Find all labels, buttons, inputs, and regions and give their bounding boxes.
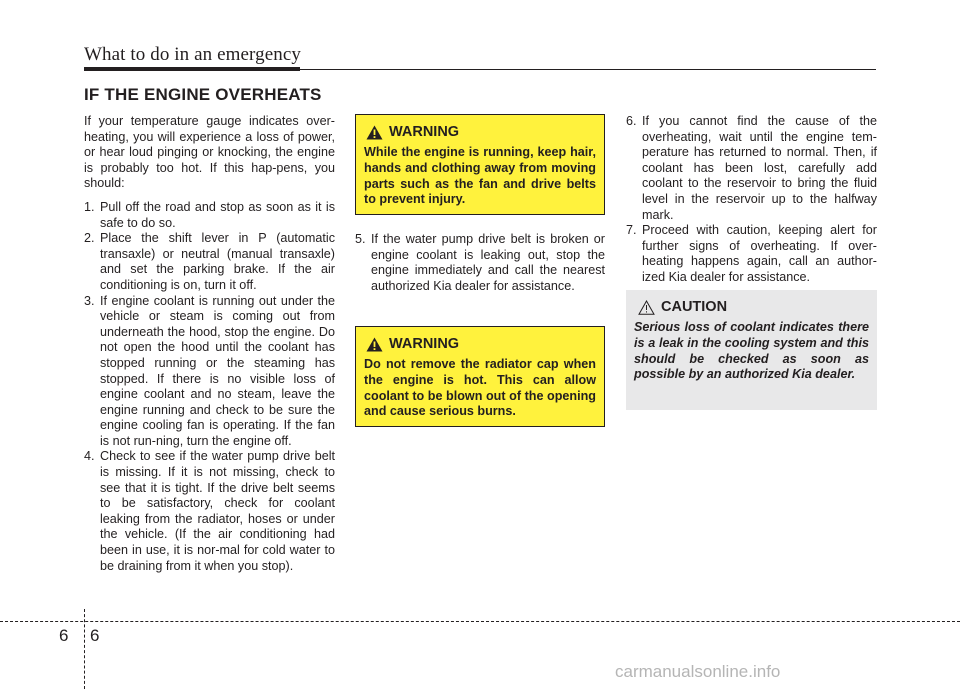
step-number: 1. xyxy=(84,199,95,214)
header-rule-thick xyxy=(84,67,300,71)
caution-box-coolant-loss xyxy=(626,290,877,410)
step-item xyxy=(84,449,335,574)
step-item xyxy=(355,232,605,294)
step-item xyxy=(626,114,877,223)
caution-title-text: CAUTION xyxy=(661,299,728,315)
step-list-2 xyxy=(355,232,605,294)
step-number: 4. xyxy=(84,449,95,464)
step-list-1 xyxy=(84,200,335,574)
column-middle xyxy=(355,232,605,294)
warning-title-text: WARNING xyxy=(389,336,460,352)
footer-dashed-rule xyxy=(0,621,960,622)
step-list-3 xyxy=(626,114,877,286)
warning-triangle-icon xyxy=(366,337,383,352)
caution-body: Serious loss of coolant indicates there is a leak in the cooling system and this should be checked as soon as possible by an authorized Kia dealer. xyxy=(634,320,869,382)
step-item xyxy=(626,223,877,285)
step-item xyxy=(84,294,335,450)
step-number: 2. xyxy=(84,231,95,246)
caution-title xyxy=(638,298,869,316)
step-text: If you cannot find the cause of the overheating, wait until the engine tem-perature has returned to normal. Then, if coolant has been lost, carefully add coolant to the reservoir to bring the fluid level in the reservoir up to the halfway mark. xyxy=(642,114,877,222)
step-number: 6. xyxy=(626,114,637,128)
step-text: If the water pump drive belt is broken or engine coolant is leaking out, stop the engine immediately and call the nearest authorized Kia dealer for assistance. xyxy=(371,232,605,293)
page-number: 6 xyxy=(90,626,100,645)
step-number: 3. xyxy=(84,293,95,308)
column-left xyxy=(84,114,335,574)
step-text: Proceed with caution, keeping alert for further signs of overheating. If over-heating happens again, call an author-ized Kia dealer for assistance. xyxy=(642,223,877,284)
column-right xyxy=(626,114,877,286)
step-item xyxy=(84,231,335,293)
step-text: Place the shift lever in P (automatic transaxle) or neutral (manual transaxle) and set the parking brake. If the air conditioning is on, turn it off. xyxy=(100,231,335,292)
footer-vertical-dashed-rule xyxy=(84,609,85,689)
step-text: Pull off the road and stop as soon as it is safe to do so. xyxy=(100,199,335,230)
warning-title xyxy=(366,123,596,141)
header-rule-thin xyxy=(300,69,876,70)
step-item xyxy=(84,200,335,231)
chapter-number: 6 xyxy=(59,626,69,645)
warning-box-radiator-cap xyxy=(355,326,605,427)
section-heading: IF THE ENGINE OVERHEATS xyxy=(84,85,322,104)
intro-paragraph: If your temperature gauge indicates over-heating, you will experience a loss of power, or hear loud pinging or knocking, the engine is probably too hot. If this hap-pens, you should: xyxy=(84,114,335,191)
warning-body: Do not remove the radiator cap when the engine is hot. This can allow coolant to be blown out of the opening and cause serious burns. xyxy=(364,357,596,419)
warning-box-moving-parts xyxy=(355,114,605,215)
step-number: 5. xyxy=(355,232,366,246)
warning-body: While the engine is running, keep hair, hands and clothing away from moving parts such as the fan and drive belts to prevent injury. xyxy=(364,145,596,207)
warning-title xyxy=(366,335,596,353)
warning-triangle-icon xyxy=(366,125,383,140)
step-text: If engine coolant is running out under the vehicle or steam is coming out from underneath the hood, stop the engine. Do not open the hood until the coolant has stopped running or the steaming has stopped. If there is no visible loss of engine coolant and no steam, leave the engine running and check to be sure the engine cooling fan is operating. If the fan is not run-ning, turn the engine off. xyxy=(100,293,335,448)
warning-title-text: WARNING xyxy=(389,124,460,140)
caution-triangle-icon xyxy=(638,300,655,315)
header-title: What to do in an emergency xyxy=(84,44,301,65)
step-number: 7. xyxy=(626,223,637,238)
step-text: Check to see if the water pump drive belt is missing. If it is not missing, check to see that it is tight. If the drive belt seems to be satisfactory, check for coolant leaking from the radiator, hoses or under the vehicle. (If the air conditioning had been in use, it is nor-mal for cold water to be draining from it when you stop). xyxy=(100,449,335,573)
watermark-text: carmanualsonline.info xyxy=(615,662,781,681)
